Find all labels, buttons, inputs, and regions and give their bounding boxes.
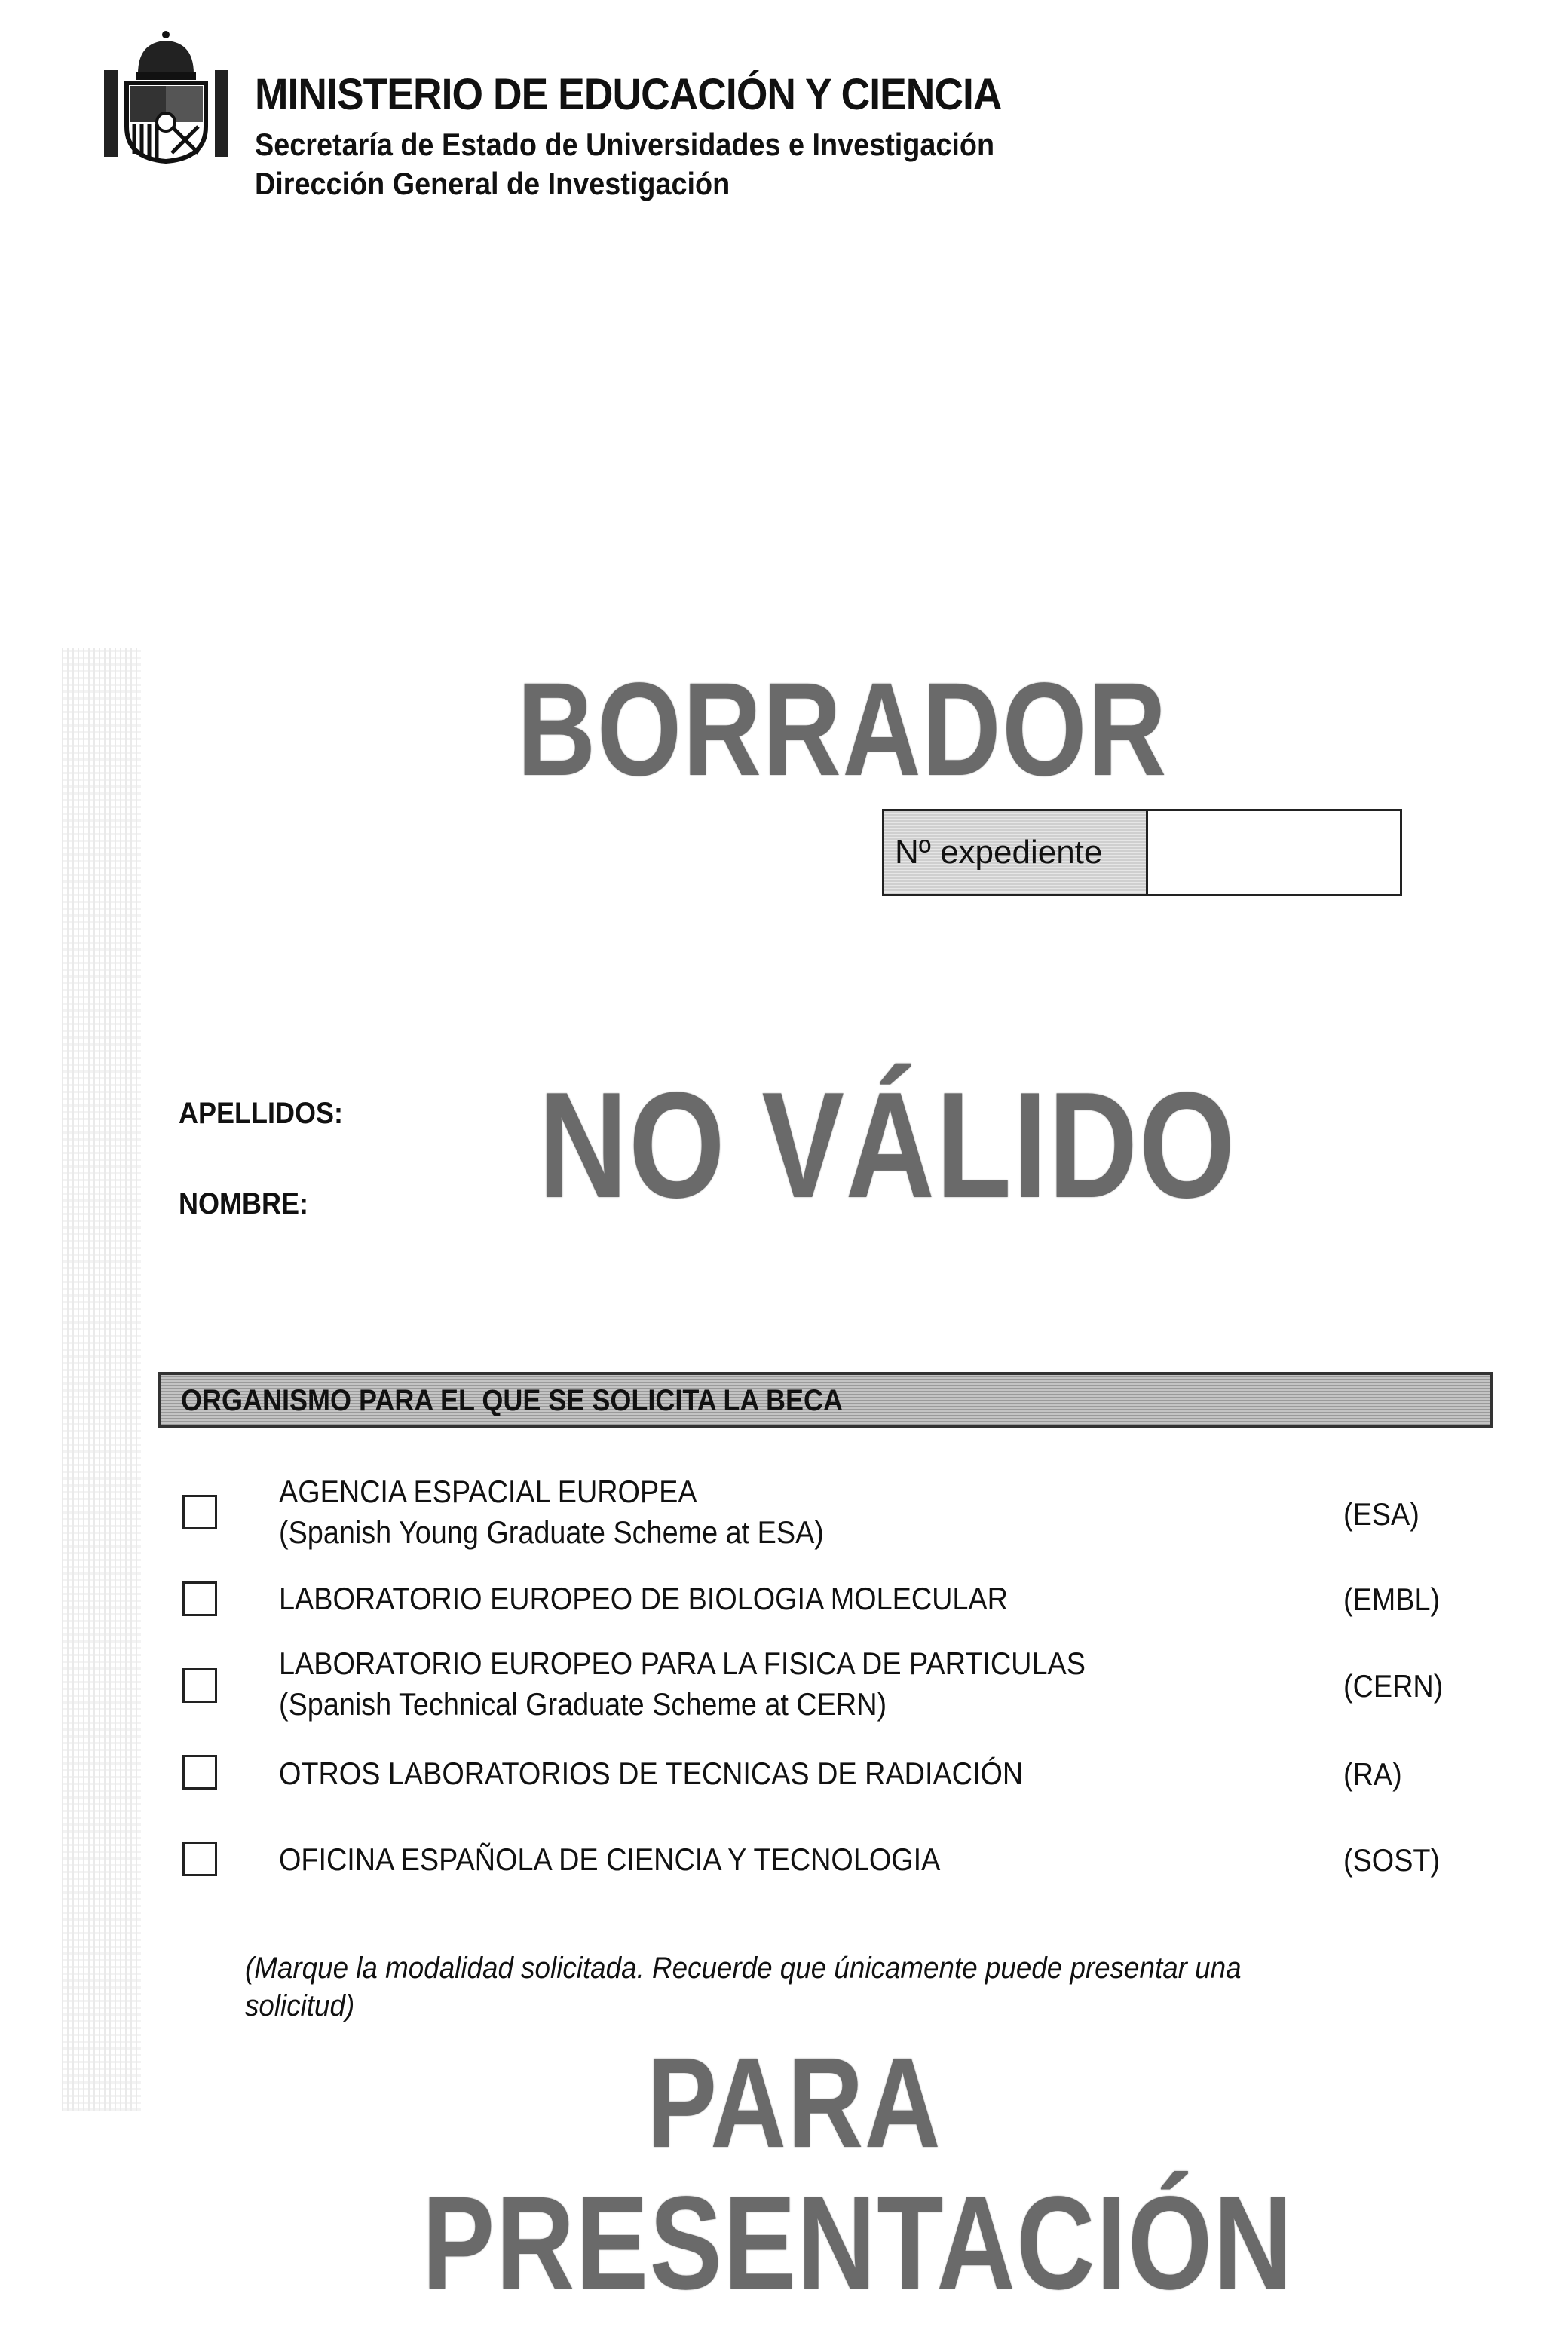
checkbox-cern[interactable] bbox=[182, 1668, 217, 1703]
option-ra-label: OTROS LABORATORIOS DE TECNICAS DE RADIACIÓN bbox=[279, 1756, 1024, 1791]
scan-margin-noise bbox=[62, 648, 141, 2111]
option-sost-label: OFICINA ESPAÑOLA DE CIENCIA Y TECNOLOGIA bbox=[279, 1842, 941, 1877]
file-number-box bbox=[882, 809, 1402, 896]
ministry-title: MINISTERIO DE EDUCACIÓN Y CIENCIA bbox=[255, 70, 1002, 119]
not-valid-watermark: NO VÁLIDO bbox=[538, 1061, 1236, 1229]
file-number-label: Nº expediente bbox=[884, 811, 1148, 894]
section-title: ORGANISMO PARA EL QUE SE SOLICITA LA BECA bbox=[181, 1384, 844, 1417]
presentacion-watermark: PRESENTACIÓN bbox=[422, 2169, 1294, 2317]
option-cern-label: LABORATORIO EUROPEO PARA LA FISICA DE PARTICULAS (Spanish Technical Graduate Scheme at CERN) bbox=[279, 1646, 1086, 1722]
section-header-bar bbox=[158, 1372, 1493, 1428]
instruction-note: (Marque la modalidad solicitada. Recuerde que únicamente puede presentar una solicitud) bbox=[245, 1952, 1242, 2022]
directorate-subtitle: Dirección General de Investigación bbox=[255, 166, 730, 201]
coat-of-arms-logo bbox=[96, 29, 236, 164]
option-esa-code: (ESA) bbox=[1343, 1496, 1419, 1532]
option-sost-code: (SOST) bbox=[1343, 1842, 1441, 1878]
checkbox-embl[interactable] bbox=[182, 1581, 217, 1616]
option-embl-label: LABORATORIO EUROPEO DE BIOLOGIA MOLECULAR bbox=[279, 1581, 1008, 1616]
checkbox-sost[interactable] bbox=[182, 1842, 217, 1876]
secretariat-subtitle: Secretaría de Estado de Universidades e Investigación bbox=[255, 127, 995, 162]
para-watermark: PARA bbox=[647, 2032, 942, 2175]
surname-label: APELLIDOS: bbox=[179, 1097, 344, 1130]
draft-watermark: BORRADOR bbox=[517, 656, 1168, 804]
option-ra-code: (RA) bbox=[1343, 1756, 1402, 1792]
option-esa-label: AGENCIA ESPACIAL EUROPEA (Spanish Young Graduate Scheme at ESA) bbox=[279, 1474, 824, 1550]
file-number-field[interactable] bbox=[1148, 811, 1400, 894]
option-cern-code: (CERN) bbox=[1343, 1668, 1444, 1704]
name-label: NOMBRE: bbox=[179, 1187, 308, 1220]
checkbox-esa[interactable] bbox=[182, 1495, 217, 1529]
option-embl-code: (EMBL) bbox=[1343, 1581, 1441, 1617]
checkbox-ra[interactable] bbox=[182, 1755, 217, 1790]
